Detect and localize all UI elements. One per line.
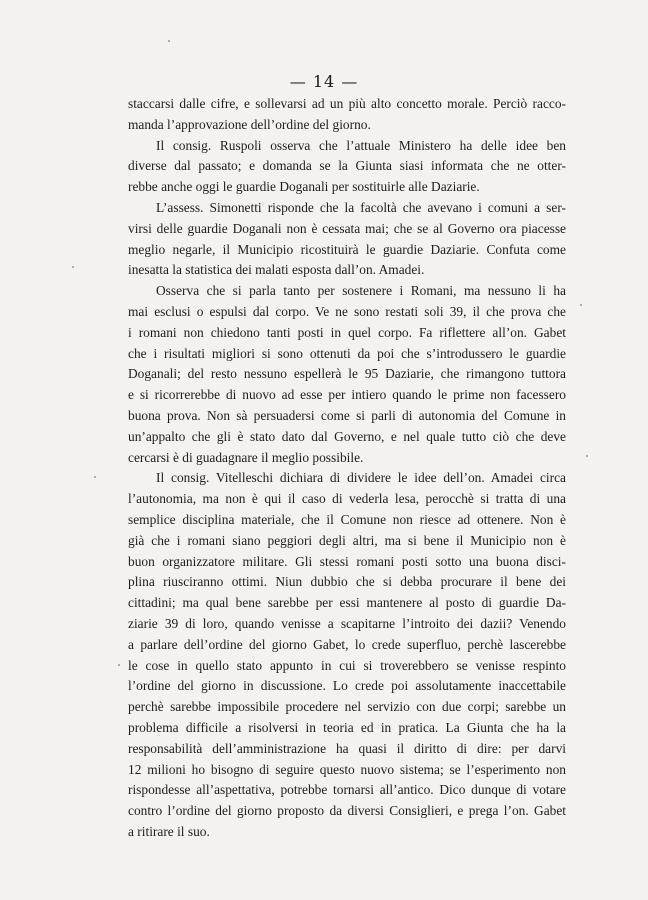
text-line: cercarsi è di guadagnare il meglio possibile. [128, 449, 364, 465]
text-line: buon organizzatore militare. Gli stessi romani posti sotto una buona disci- [128, 553, 566, 569]
text-line: problema difficile a risolversi in teoria ed in pratica. La Giunta che ha la [128, 719, 566, 735]
text-line: 12 milioni ho bisogno di seguire questo nuovo sistema; se l’esperimento non [128, 761, 566, 777]
text-line: rispondesse all’aspettativa, potrebbe tornarsi all’antico. Dico dunque di votare [128, 782, 566, 798]
text-line: diverse dal passato; e domanda se la Giunta siasi informata che ne otter- [128, 158, 566, 174]
text-line: mai esclusi o espulsi dal corpo. Ve ne sono restati soli 39, il che prova che [128, 303, 566, 319]
paper-speck [580, 304, 582, 306]
text-line: Osserva che si parla tanto per sostenere i Romani, ma nessuno li ha [156, 283, 566, 299]
text-line: Doganali; del resto nessuno espellerà le 95 Daziarie, che rimangono tuttora [128, 366, 566, 382]
text-line: rebbe anche oggi le guardie Doganali per sostituirle alle Daziarie. [128, 179, 480, 195]
text-line: contro l’ordine del giorno proposto da diversi Consiglieri, e prega l’on. Gabet [128, 803, 566, 819]
text-line: a parlare dell’ordine del giorno Gabet, lo crede superfluo, perchè lascerebbe [128, 636, 566, 652]
paper-speck [586, 455, 588, 457]
text-line: L’assess. Simonetti risponde che la facoltà che avevano i comuni a ser- [156, 199, 566, 215]
text-line: buona prova. Non sà persuadersi come si parli di autonomia del Comune in [128, 407, 566, 423]
text-line: manda l’approvazione dell’ordine del giorno. [128, 116, 371, 132]
text-line: plina riusciranno ottimi. Niun dubbio che si debba procurare il bene dei [128, 574, 566, 590]
text-line: e si ricorrerebbe di nuovo ad esse per intiero quando le prime non facessero [128, 387, 566, 403]
text-line: meglio negarle, il Municipio ricostituirà le guardie Daziarie. Confuta come [128, 241, 566, 257]
paper-speck [72, 266, 74, 268]
text-line: staccarsi dalle cifre, e sollevarsi ad un più alto concetto morale. Perciò racco- [128, 96, 566, 111]
page-number: — 14 — [289, 72, 359, 91]
text-line: le cose in quello stato appunto in cui si troverebbero se venisse respinto [128, 657, 566, 673]
text-line: responsabilità dell’amministrazione ha quasi il diritto di dire: per darvi [128, 740, 566, 756]
text-line: un’appalto che gli è stato dato dal Governo, e nel quale tutto ciò che deve [128, 428, 566, 444]
text-line: l’ordine del giorno in discussione. Lo crede poi assolutamente inaccettabile [128, 678, 566, 694]
body-text [128, 94, 566, 843]
text-line: cittadini; ma qual bene sarebbe per essi mantenere al posto di guardie Da- [128, 595, 566, 611]
paper-speck [118, 664, 120, 666]
text-line: inesatta la statistica dei malati esposta dall’on. Amadei. [128, 262, 425, 278]
text-line: virsi delle guardie Doganali non è cessata mai; che se al Governo ora piacesse [128, 220, 566, 236]
text-line: che i risultati migliori si sono ottenuti da poi che s’introdussero le guardie [128, 345, 566, 361]
text-line: Il consig. Vitelleschi dichiara di dividere le idee dell’on. Amadei circa [156, 470, 566, 486]
paper-speck [94, 476, 96, 478]
text-line: l’autonomia, ma non è qui il caso di vederla lesa, perocchè si tratta di una [128, 491, 566, 507]
text-line: ziarie 39 di loro, quando venisse a scapitarne l’introito dei dazii? Venendo [128, 615, 566, 631]
text-line: perchè sarebbe impossibile procedere nel servizio con due corpi; sarebbe un [128, 699, 566, 715]
text-line: semplice disciplina materiale, che il Comune non riesce ad ottenere. Non è [128, 511, 566, 527]
paper-speck [168, 40, 170, 42]
text-line: a ritirare il suo. [128, 823, 210, 839]
text-line: Il consig. Ruspoli osserva che l’attuale Ministero ha delle idee ben [156, 137, 566, 153]
text-line: già che i romani siano peggiori degli altri, ma si bene il Municipio non è [128, 532, 566, 548]
text-line: i romani non chiedono tanti posti in quel corpo. Fa riflettere all’on. Gabet [128, 324, 566, 340]
